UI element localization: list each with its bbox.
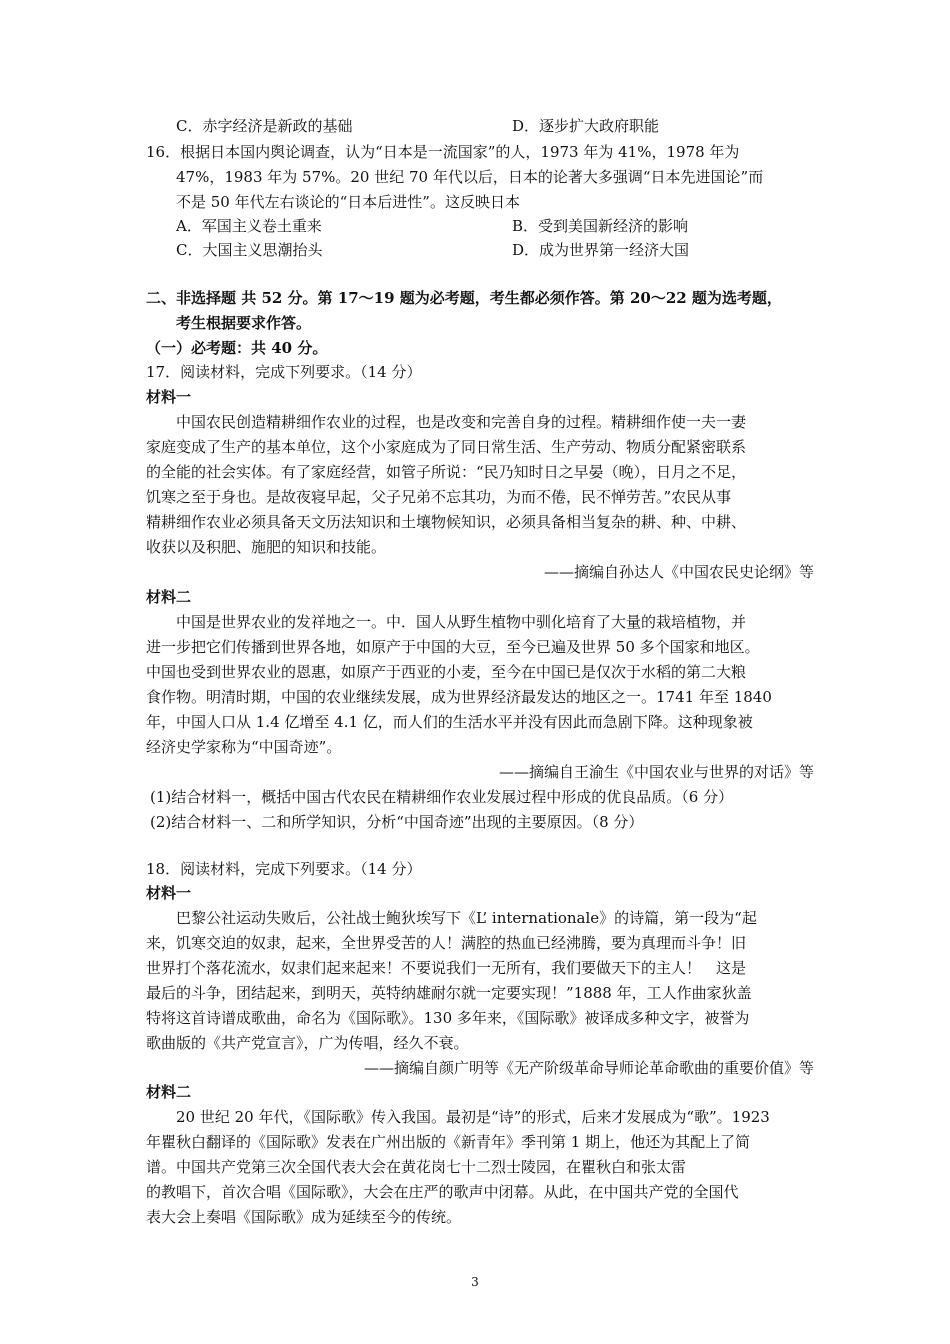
section2-heading-line-1: 二、非选择题 共 52 分。第 17～19 题为必考题，考生都必须作答。第 20～22 题为选考题， — [146, 289, 782, 307]
q17-material-2-line: 中国是世界农业的发祥地之一。中．国人从野生植物中驯化培育了大量的栽培植物，并 — [176, 613, 747, 631]
q17-material-2-line: 食作物。明清时期，中国的农业继续发展，成为世界经济最发达的地区之一。1741 年至 1840 — [146, 688, 772, 706]
q16-option-b: B．受到美国新经济的影响 — [512, 217, 689, 235]
q17-sub-question-2: (2)结合材料一、二和所学知识，分析“中国奇迹”出现的主要原因。（8 分） — [150, 813, 644, 831]
section2-heading-line-2: 考生根据要求作答。 — [176, 314, 312, 332]
q17-material-1-line: 中国农民创造精耕细作农业的过程，也是改变和完善自身的过程。精耕细作使一夫一妻 — [176, 413, 747, 431]
q17-material-2-line: 进一步把它们传播到世界各地，如原产于中国的大豆，至今已遍及世界 50 多个国家和地区。 — [146, 638, 760, 656]
q18-material-2-line: 年瞿秋白翻译的《国际歌》发表在广州出版的《新青年》季刊第 1 期上，他还为其配上了简 — [146, 1133, 751, 1151]
q18-title: 18．阅读材料，完成下列要求。（14 分） — [146, 860, 422, 878]
required-questions-heading: （一）必考题：共 40 分。 — [146, 339, 328, 357]
q18-material-1-label: 材料一 — [146, 884, 192, 902]
page-number: 3 — [471, 1275, 479, 1289]
q18-material-1-line: 世界打个落花流水，奴隶们起来起来！不要说我们一无所有，我们要做天下的主人！ 这是 — [146, 959, 747, 977]
q18-material-1-line: 特将这首诗谱成歌曲，命名为《国际歌》。130 多年来，《国际歌》被译成多种文字，被誉为 — [146, 1009, 750, 1027]
q17-material-2-label: 材料二 — [146, 588, 192, 606]
q16-option-d: D．成为世界第一经济大国 — [512, 241, 690, 259]
q17-material-2-source: ——摘编自王渝生《中国农业与世界的对话》等 — [498, 763, 814, 781]
q16-option-c: C．大国主义思潮抬头 — [176, 241, 323, 259]
q18-material-2-line: 表大会上奏唱《国际歌》成为延续至今的传统。 — [146, 1208, 462, 1226]
q18-material-2-line: 20 世纪 20 年代，《国际歌》传入我国。最初是“诗”的形式，后来才发展成为“歌”。1923 — [176, 1108, 770, 1126]
q18-material-1-source: ——摘编自颜广明等《无产阶级革命导师论革命歌曲的重要价值》等 — [363, 1059, 814, 1077]
q16-stem-line-1: 16．根据日本国内舆论调查，认为“日本是一流国家”的人，1973 年为 41%，1978 年为 — [146, 143, 740, 161]
q17-material-2-line: 中国也受到世界农业的恩惠，如原产于西亚的小麦，至今在中国已是仅次于水稻的第二大粮 — [146, 663, 747, 681]
q18-material-2-label: 材料二 — [146, 1083, 192, 1101]
q17-material-1-line: 家庭变成了生产的基本单位，这个小家庭成为了同日常生活、生产劳动、物质分配紧密联系 — [146, 438, 747, 456]
q16-stem-line-2: 47%，1983 年为 57%。20 世纪 70 年代以后，日本的论著大多强调“日本先进国论”而 — [176, 168, 764, 186]
q17-material-1-line: 收获以及积肥、施肥的知识和技能。 — [146, 538, 387, 556]
q17-material-1-line: 饥寒之至于身也。是故夜寝早起，父子兄弟不忘其功，为而不倦，民不惮劳苦。”农民从事 — [146, 488, 732, 506]
q18-material-1-line: 最后的斗争，团结起来，到明天，英特纳雄耐尔就一定要实现！”1888 年，工人作曲家狄盖 — [146, 984, 752, 1002]
q17-material-2-line: 经济史学家称为“中国奇迹”。 — [146, 738, 342, 756]
q15-option-d: D．逐步扩大政府职能 — [512, 117, 660, 135]
q16-option-a: A．军国主义卷土重来 — [176, 217, 322, 235]
q17-sub-question-1: (1)结合材料一，概括中国古代农民在精耕细作农业发展过程中形成的优良品质。（6 分） — [150, 788, 734, 806]
q18-material-2-line: 的教唱下，首次合唱《国际歌》，大会在庄严的歌声中闭幕。从此，在中国共产党的全国代 — [146, 1183, 739, 1201]
q16-stem-line-3: 不是 50 年代左右谈论的“日本后进性”。这反映日本 — [176, 193, 520, 211]
q18-material-2-line: 谱。中国共产党第三次全国代表大会在黄花岗七十二烈士陵园，在瞿秋白和张太雷 — [146, 1158, 687, 1176]
q15-option-c: C．赤字经济是新政的基础 — [176, 117, 353, 135]
q18-material-1-line: 歌曲版的《共产党宣言》，广为传唱，经久不衰。 — [146, 1034, 469, 1052]
q17-material-1-line: 的全能的社会实体。有了家庭经营，如管子所说：“民乃知时日之早晏（晚），日月之不足， — [146, 463, 747, 481]
q17-material-2-line: 年，中国人口从 1.4 亿增至 4.1 亿，而人们的生活水平并没有因此而急剧下降。这种现象被 — [146, 713, 753, 731]
q17-material-1-label: 材料一 — [146, 388, 192, 406]
q17-material-1-source: ——摘编自孙达人《中国农民史论纲》等 — [543, 563, 814, 581]
q17-title: 17．阅读材料，完成下列要求。（14 分） — [146, 363, 422, 381]
q18-material-1-line: 来，饥寒交迫的奴隶，起来，全世界受苦的人！满腔的热血已经沸腾，要为真理而斗争！旧 — [146, 934, 747, 952]
q17-material-1-line: 精耕细作农业必须具备天文历法知识和土壤物候知识，必须具备相当复杂的耕、种、中耕、 — [146, 513, 747, 531]
q18-material-1-line: 巴黎公社运动失败后，公社战士鲍狄埃写下《L’ internationale》的诗篇，第一段为“起 — [176, 909, 757, 927]
